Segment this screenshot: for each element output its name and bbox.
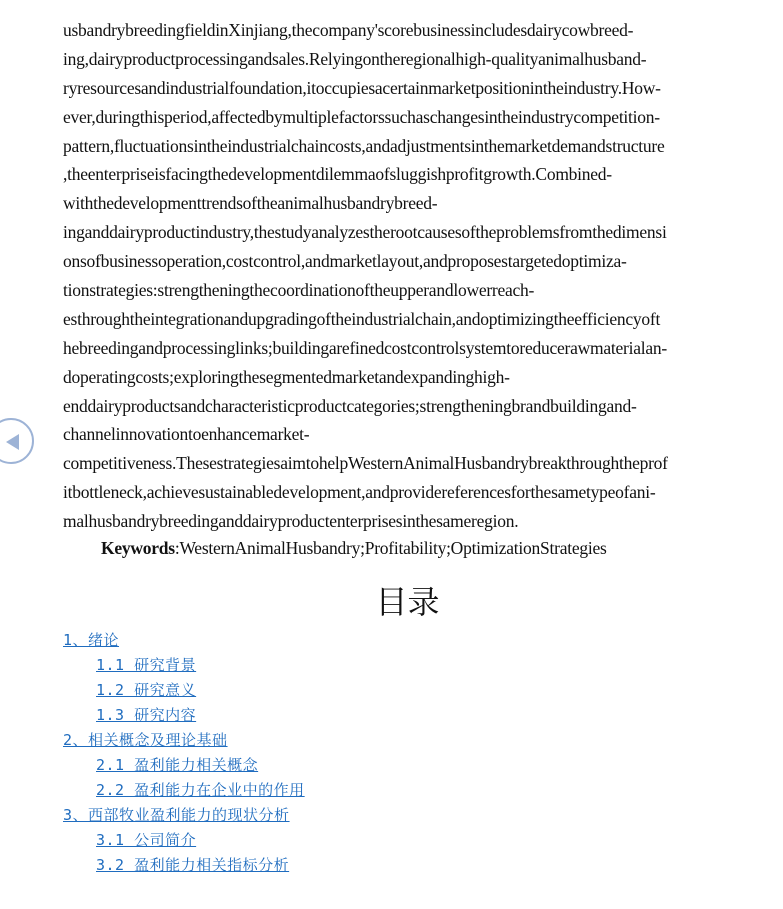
abstract-line: ,theenterpriseisfacingthedevelopmentdilemmaofsluggishprofitgrowth.Combined- [63,164,612,185]
abstract-line: ever,duringthisperiod,affectedbymultiplefactorssuchaschangesintheindustrycompetition- [63,106,660,127]
keywords-line [101,535,607,561]
toc-link[interactable]: 2.1 盈利能力相关概念 [96,756,259,774]
abstract-line: onsofbusinessoperation,costcontrol,andmarketlayout,andproposestargetedoptimiza- [63,251,627,272]
toc-item [96,753,258,778]
abstract-line: enddairyproductsandcharacteristicproductcategories;strengtheningbrandbuildingand- [63,395,637,416]
abstract-line: competitiveness.ThesestrategiesaimtohelpWesternAnimalHusbandrybreakthroughtheprof [63,453,668,474]
toc-link[interactable]: 2.2 盈利能力在企业中的作用 [96,781,305,799]
toc-link[interactable]: 2、相关概念及理论基础 [63,731,228,749]
toc-item [63,803,290,828]
toc-link[interactable]: 1.3 研究内容 [96,706,197,724]
toc-link[interactable]: 1.2 研究意义 [96,681,197,699]
keywords-label: Keywords [101,538,175,558]
toc-item [96,703,196,728]
toc-item [96,828,196,853]
toc-link[interactable]: 3.1 公司简介 [96,831,197,849]
abstract-line: hebreedingandprocessinglinks;buildingarefinedcostcontrolsystemtoreducerawmaterialan- [63,337,667,358]
toc-link[interactable]: 3.2 盈利能力相关指标分析 [96,856,290,874]
abstract-line: tionstrategies:strengtheningthecoordinationoftheupperandlowerreach- [63,280,535,301]
previous-page-button[interactable] [0,418,34,464]
toc-link[interactable]: 3、西部牧业盈利能力的现状分析 [63,806,290,824]
toc-link[interactable]: 1、绪论 [63,631,120,649]
toc-item [96,678,196,703]
abstract-line: ing,dairyproductprocessingandsales.Relyingontheregionalhigh-qualityanimalhusband- [63,48,647,69]
abstract-line: malhusbandrybreedinganddairyproductenterprisesinthesameregion. [63,511,519,532]
abstract-line: itbottleneck,achievesustainabledevelopment,andprovidereferencesforthesametypeofani- [63,482,656,503]
chevron-left-icon [3,432,21,452]
toc-item [63,728,228,753]
toc-item [96,853,289,878]
abstract-line: doperatingcosts;exploringthesegmentedmarketandexpandinghigh- [63,366,510,387]
toc-item [96,653,196,678]
abstract-line: esthroughtheintegrationandupgradingoftheindustrialchain,andoptimizingtheefficiencyoft [63,308,661,329]
keywords-text: :WesternAnimalHusbandry;Profitability;OptimizationStrategies [174,538,607,558]
abstract-line: withthedevelopmenttrendsoftheanimalhusbandrybreed- [63,193,438,214]
toc-title: 目录 [375,583,440,621]
abstract-line: usbandrybreedingfieldinXinjiang,thecompany'scorebusinessincludesdairycowbreed- [63,20,634,40]
abstract-line: pattern,fluctuationsintheindustrialchaincosts,andadjustmentsinthemarketdemandstructure [63,135,665,156]
english-abstract [63,16,753,536]
toc-item [96,778,305,803]
toc-link[interactable]: 1.1 研究背景 [96,656,197,674]
abstract-line: inganddairyproductindustry,thestudyanalyzestherootcausesoftheproblemsfromthedimensi [63,222,667,243]
abstract-line: ryresourcesandindustrialfoundation,itoccupiesacertainmarketpositionintheindustry.How- [63,77,661,98]
abstract-line: channelinnovationtoenhancemarket- [63,424,310,445]
toc-item [63,628,119,653]
